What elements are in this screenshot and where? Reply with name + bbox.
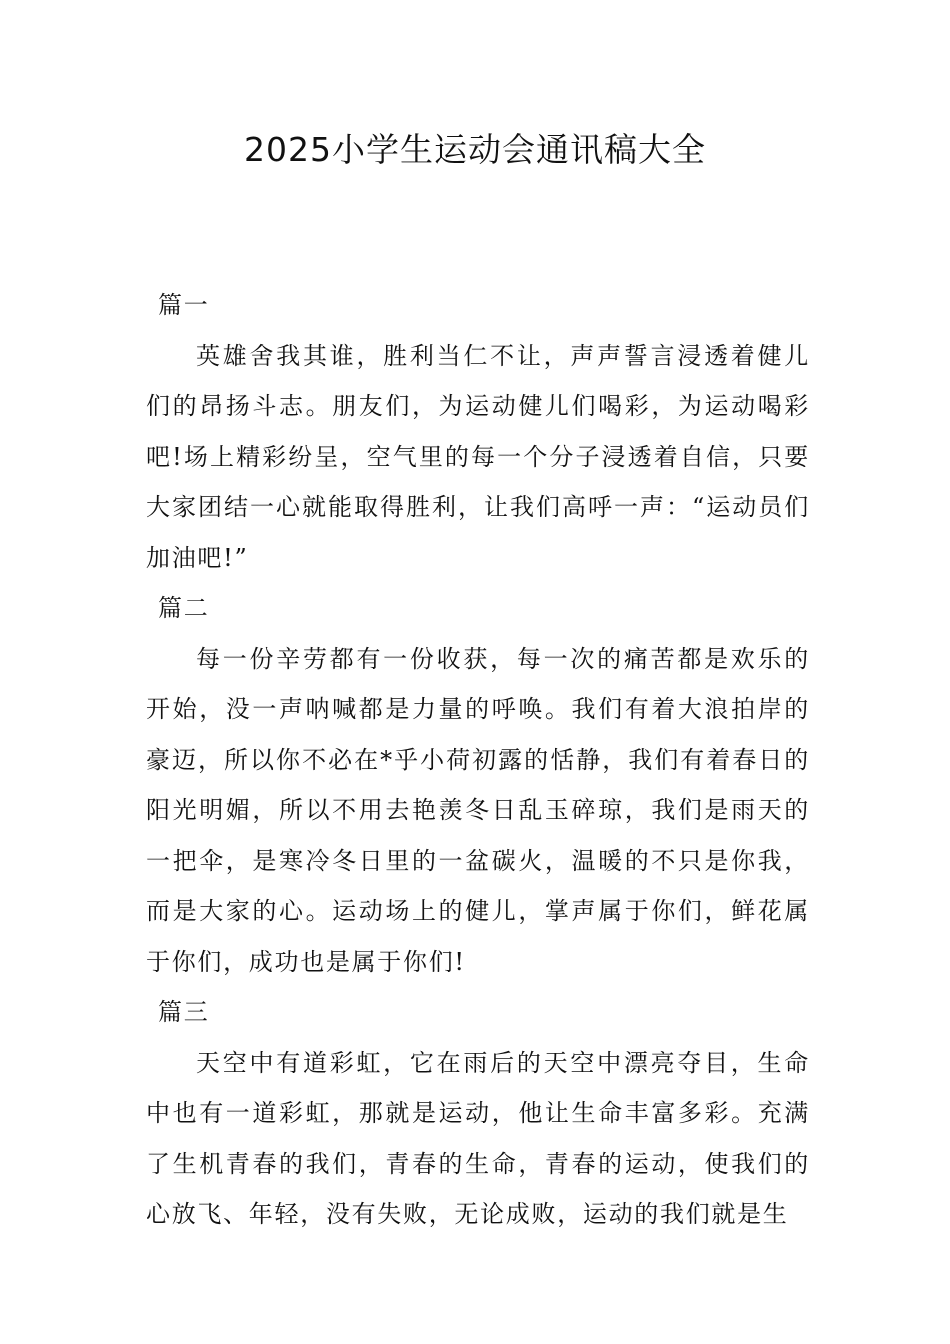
document-body (146, 280, 810, 1240)
section-1 (146, 280, 810, 583)
section-heading: 篇三 (158, 998, 210, 1026)
section-2 (146, 583, 810, 987)
section-heading: 篇一 (158, 291, 210, 319)
section-3 (146, 987, 810, 1240)
document-title: 2025小学生运动会通讯稿大全 (244, 130, 706, 169)
section-paragraph: 天空中有道彩虹，它在雨后的天空中漂亮夺目，生命中也有一道彩虹，那就是运动，他让生命丰富多彩。充满了生机青春的我们，青春的生命，青春的运动，使我们的心放飞、年轻，没有失败，无论成败，运动的我们就是生 (146, 1048, 810, 1228)
section-heading: 篇二 (158, 594, 210, 622)
section-paragraph: 英雄舍我其谁，胜利当仁不让，声声誓言浸透着健儿们的昂扬斗志。朋友们，为运动健儿们喝彩，为运动喝彩吧!场上精彩纷呈，空气里的每一个分子浸透着自信，只要大家团结一心就能取得胜利，让我们高呼一声：“运动员们加油吧!” (146, 341, 810, 572)
section-paragraph: 每一份辛劳都有一份收获，每一次的痛苦都是欢乐的开始，没一声呐喊都是力量的呼唤。我们有着大浪拍岸的豪迈，所以你不必在*乎小荷初露的恬静，我们有着春日的阳光明媚，所以不用去艳羡冬日乱玉碎琼，我们是雨天的一把伞，是寒冷冬日里的一盆碳火，温暖的不只是你我，而是大家的心。运动场上的健儿，掌声属于你们，鲜花属于你们，成功也是属于你们! (146, 644, 810, 976)
